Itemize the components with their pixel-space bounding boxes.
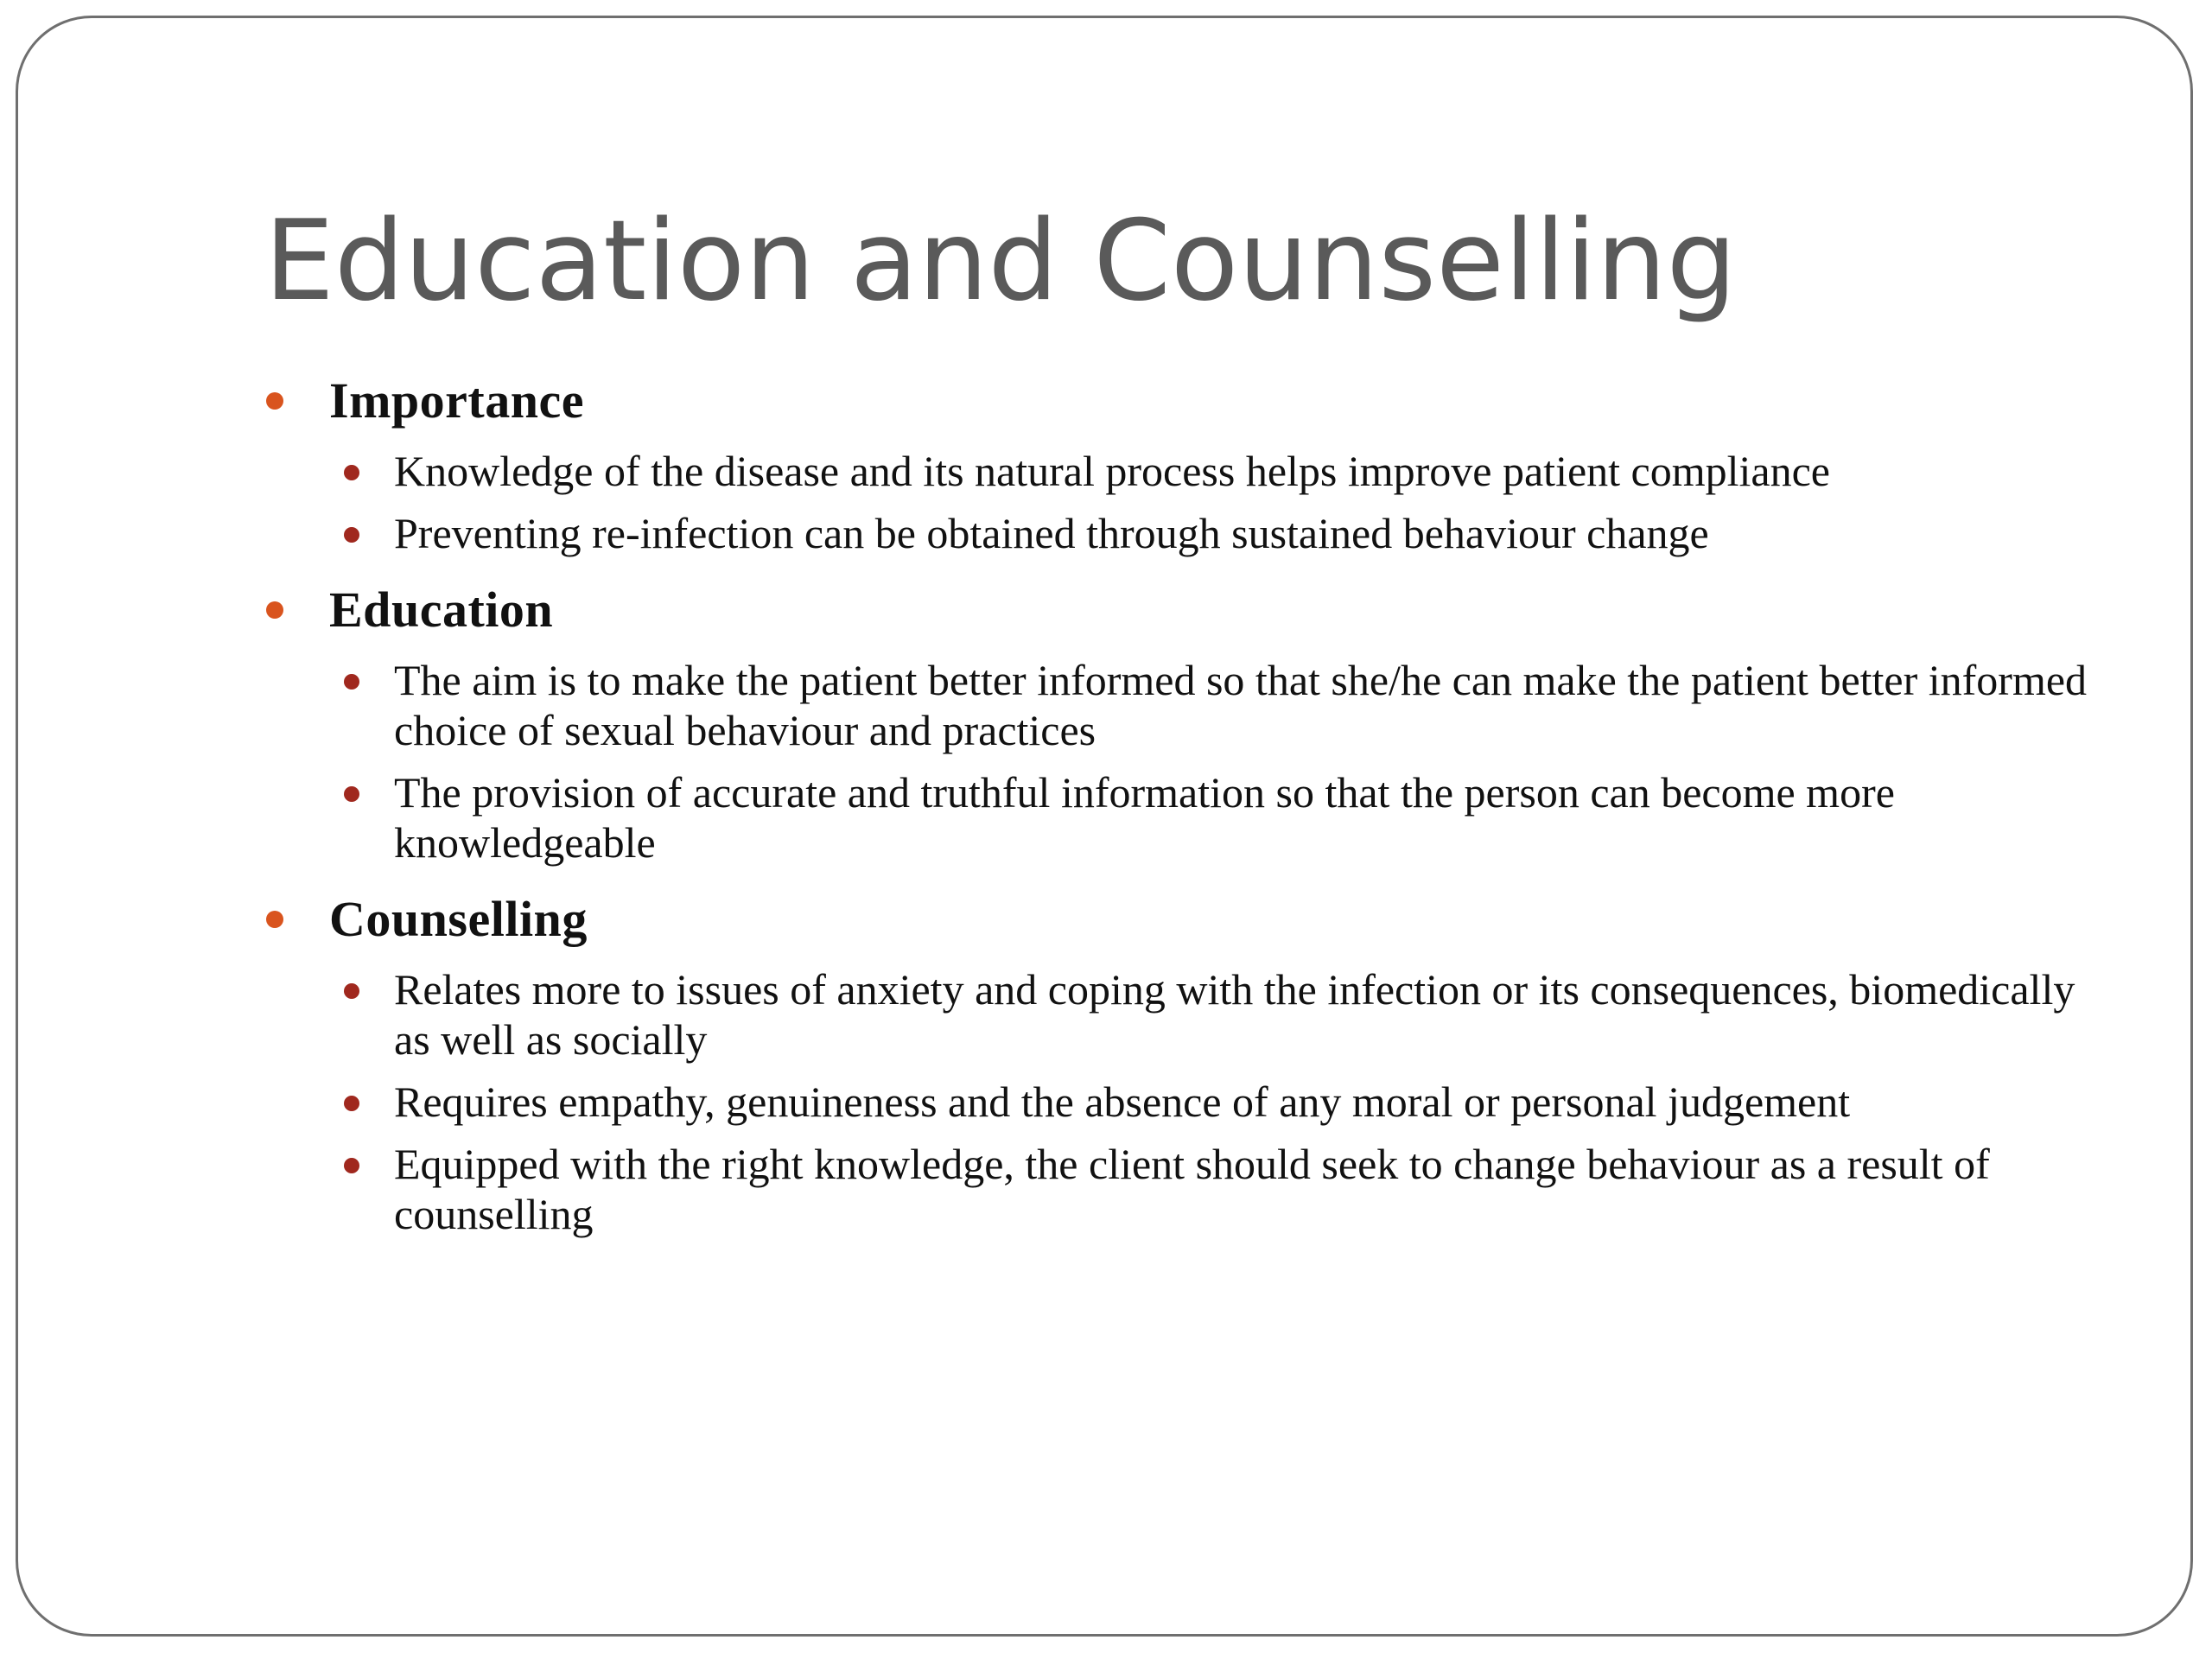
- section-counselling: [264, 887, 2113, 1239]
- list-item-text: Knowledge of the disease and its natural process helps improve patient compliance: [394, 447, 1830, 495]
- list-item: [264, 446, 2113, 496]
- list-item-text: Equipped with the right knowledge, the client should seek to change behaviour as a result of counselling: [394, 1140, 1990, 1238]
- section-heading: Education: [329, 582, 554, 638]
- list-item: [264, 964, 2113, 1065]
- list-item: [264, 767, 2113, 868]
- slide-frame: [16, 16, 2193, 1637]
- sub-bullet-icon: [344, 465, 359, 480]
- sub-bullet-icon: [344, 674, 359, 690]
- bullet-icon: [266, 601, 283, 619]
- list-item: [264, 655, 2113, 755]
- list-item-text: The provision of accurate and truthful information so that the person can become more knowledgeable: [394, 768, 1895, 867]
- sub-bullet-icon: [344, 983, 359, 999]
- bullet-list: [264, 964, 2113, 1239]
- section-heading-row: [264, 577, 2113, 643]
- bullet-list: [264, 446, 2113, 558]
- list-item: [264, 1139, 2113, 1239]
- list-item: [264, 1077, 2113, 1127]
- slide-title: Education and Counselling: [264, 197, 1737, 326]
- sub-bullet-icon: [344, 1096, 359, 1111]
- bullet-list: [264, 655, 2113, 868]
- section-education: [264, 577, 2113, 868]
- list-item: [264, 508, 2113, 558]
- list-item-text: The aim is to make the patient better informed so that she/he can make the patient better informed choice of sexual behaviour and practices: [394, 656, 2088, 754]
- sub-bullet-icon: [344, 1158, 359, 1173]
- section-heading: Importance: [329, 372, 584, 429]
- section-heading-row: [264, 887, 2113, 952]
- slide-body: [264, 368, 2113, 1239]
- sub-bullet-icon: [344, 527, 359, 543]
- section-importance: [264, 368, 2113, 558]
- section-heading-row: [264, 368, 2113, 434]
- list-item-text: Preventing re-infection can be obtained through sustained behaviour change: [394, 509, 1709, 557]
- list-item-text: Requires empathy, genuineness and the absence of any moral or personal judgement: [394, 1077, 1851, 1126]
- bullet-icon: [266, 392, 283, 410]
- bullet-icon: [266, 911, 283, 928]
- section-heading: Counselling: [329, 891, 588, 947]
- list-item-text: Relates more to issues of anxiety and coping with the infection or its consequences, biomedically as well as socially: [394, 965, 2075, 1064]
- sub-bullet-icon: [344, 786, 359, 802]
